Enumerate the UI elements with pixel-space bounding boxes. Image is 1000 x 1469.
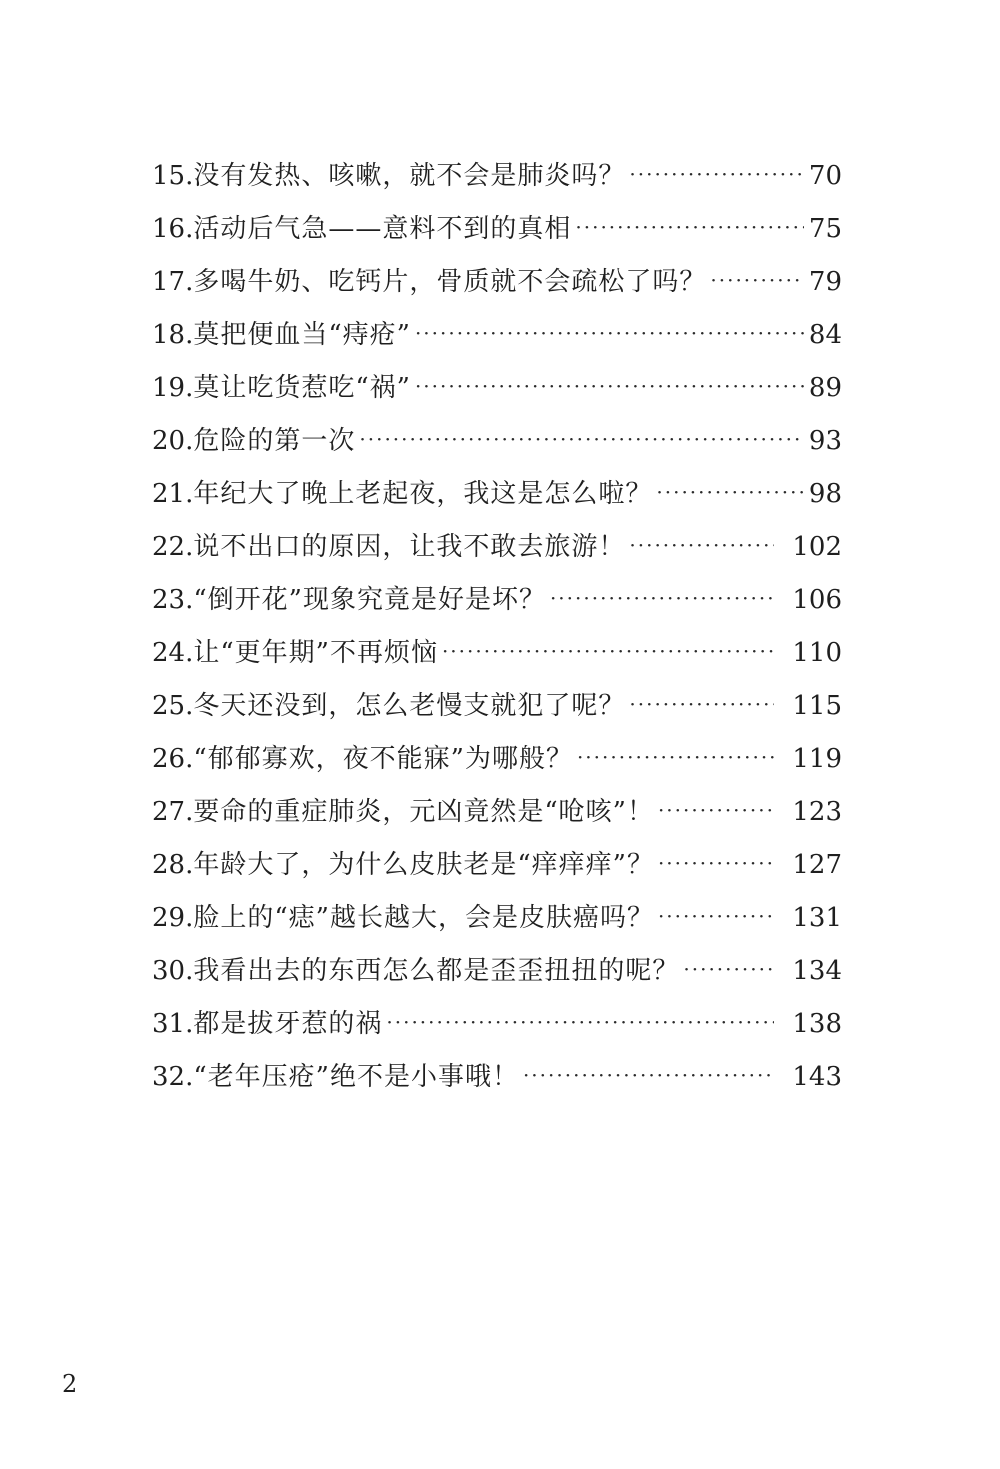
toc-leader-dots — [415, 360, 804, 413]
toc-leader-dots — [629, 678, 774, 731]
toc-entry-number: 24. — [152, 638, 194, 668]
toc-entry-number: 18. — [152, 320, 194, 350]
toc-entry-30[interactable] — [152, 945, 842, 998]
toc-leader-dots — [629, 519, 774, 572]
toc-entry-title: 莫把便血当“痔疮” — [193, 320, 411, 350]
toc-entry-number: 30. — [152, 956, 194, 986]
toc-entry-page: 127 — [792, 850, 842, 880]
toc-leader-dots — [656, 466, 804, 519]
toc-entry-number: 15. — [152, 161, 194, 191]
toc-entry-page: 93 — [808, 426, 842, 456]
toc-entry-16[interactable] — [152, 203, 842, 256]
toc-entry-19[interactable] — [152, 362, 842, 415]
toc-entry-21[interactable] — [152, 468, 842, 521]
toc-entry-page: 119 — [792, 744, 842, 774]
page-number: 2 — [62, 1370, 78, 1398]
toc-entry-number: 20. — [152, 426, 194, 456]
toc-entry-number: 19. — [152, 373, 194, 403]
toc-leader-dots — [415, 307, 804, 360]
toc-leader-dots — [442, 625, 774, 678]
toc-entry-title: “倒开花”现象究竟是好是坏？ — [193, 585, 546, 615]
toc-entry-number: 22. — [152, 532, 194, 562]
toc-entry-32[interactable] — [152, 1051, 842, 1104]
toc-entry-number: 23. — [152, 585, 194, 615]
toc-entry-number: 27. — [152, 797, 194, 827]
toc-entry-26[interactable] — [152, 733, 842, 786]
toc-entry-number: 26. — [152, 744, 194, 774]
toc-entry-number: 21. — [152, 479, 194, 509]
toc-leader-dots — [550, 572, 774, 625]
toc-leader-dots — [629, 148, 804, 201]
toc-leader-dots — [658, 890, 774, 943]
toc-leader-dots — [386, 996, 774, 1049]
toc-entry-page: 98 — [808, 479, 842, 509]
toc-entry-title: “郁郁寡欢，夜不能寐”为哪般？ — [193, 744, 573, 774]
toc-entry-title: 活动后气急——意料不到的真相 — [193, 214, 572, 244]
toc-entry-23[interactable] — [152, 574, 842, 627]
toc-entry-number: 31. — [152, 1009, 194, 1039]
toc-entry-title: 危险的第一次 — [193, 426, 356, 456]
toc-entry-title: 脸上的“痣”越长越大，会是皮肤癌吗？ — [193, 903, 654, 933]
toc-entry-17[interactable] — [152, 256, 842, 309]
toc-entry-title: 莫让吃货惹吃“祸” — [193, 373, 411, 403]
toc-leader-dots — [575, 201, 804, 254]
toc-entry-20[interactable] — [152, 415, 842, 468]
toc-entry-page: 79 — [808, 267, 842, 297]
toc-entry-title: 年龄大了，为什么皮肤老是“痒痒痒”？ — [193, 850, 654, 880]
toc-entry-number: 32. — [152, 1062, 194, 1092]
toc-entry-number: 28. — [152, 850, 194, 880]
toc-entry-24[interactable] — [152, 627, 842, 680]
toc-entry-27[interactable] — [152, 786, 842, 839]
toc-entry-page: 70 — [808, 161, 842, 191]
table-of-contents — [152, 150, 842, 1104]
toc-entry-28[interactable] — [152, 839, 842, 892]
toc-entry-page: 106 — [792, 585, 842, 615]
toc-leader-dots — [359, 413, 804, 466]
toc-entry-title: 没有发热、咳嗽，就不会是肺炎吗？ — [193, 161, 626, 191]
toc-entry-page: 131 — [792, 903, 842, 933]
toc-leader-dots — [658, 784, 774, 837]
toc-entry-number: 16. — [152, 214, 194, 244]
toc-entry-title: “老年压疮”绝不是小事哦！ — [193, 1062, 519, 1092]
toc-entry-page: 143 — [792, 1062, 842, 1092]
toc-entry-number: 25. — [152, 691, 194, 721]
toc-entry-25[interactable] — [152, 680, 842, 733]
toc-entry-page: 134 — [792, 956, 842, 986]
toc-entry-title: 说不出口的原因，让我不敢去旅游！ — [193, 532, 626, 562]
toc-entry-page: 110 — [792, 638, 842, 668]
toc-entry-page: 84 — [808, 320, 842, 350]
toc-entry-31[interactable] — [152, 998, 842, 1051]
toc-leader-dots — [523, 1049, 774, 1102]
toc-entry-18[interactable] — [152, 309, 842, 362]
toc-entry-number: 17. — [152, 267, 194, 297]
toc-entry-page: 123 — [792, 797, 842, 827]
toc-leader-dots — [710, 254, 804, 307]
toc-entry-page: 102 — [792, 532, 842, 562]
toc-entry-title: 冬天还没到，怎么老慢支就犯了呢？ — [193, 691, 626, 721]
toc-leader-dots — [658, 837, 774, 890]
toc-entry-page: 75 — [808, 214, 842, 244]
toc-entry-page: 138 — [792, 1009, 842, 1039]
toc-leader-dots — [683, 943, 774, 996]
toc-entry-title: 年纪大了晚上老起夜，我这是怎么啦？ — [193, 479, 653, 509]
toc-leader-dots — [577, 731, 774, 784]
toc-entry-29[interactable] — [152, 892, 842, 945]
toc-entry-page: 115 — [792, 691, 842, 721]
toc-entry-title: 要命的重症肺炎，元凶竟然是“呛咳”！ — [193, 797, 654, 827]
toc-entry-22[interactable] — [152, 521, 842, 574]
toc-entry-15[interactable] — [152, 150, 842, 203]
toc-entry-title: 多喝牛奶、吃钙片，骨质就不会疏松了吗？ — [193, 267, 707, 297]
toc-entry-title: 我看出去的东西怎么都是歪歪扭扭的呢？ — [193, 956, 680, 986]
toc-entry-title: 让“更年期”不再烦恼 — [193, 638, 438, 668]
toc-entry-number: 29. — [152, 903, 194, 933]
toc-entry-page: 89 — [808, 373, 842, 403]
toc-entry-title: 都是拔牙惹的祸 — [193, 1009, 383, 1039]
